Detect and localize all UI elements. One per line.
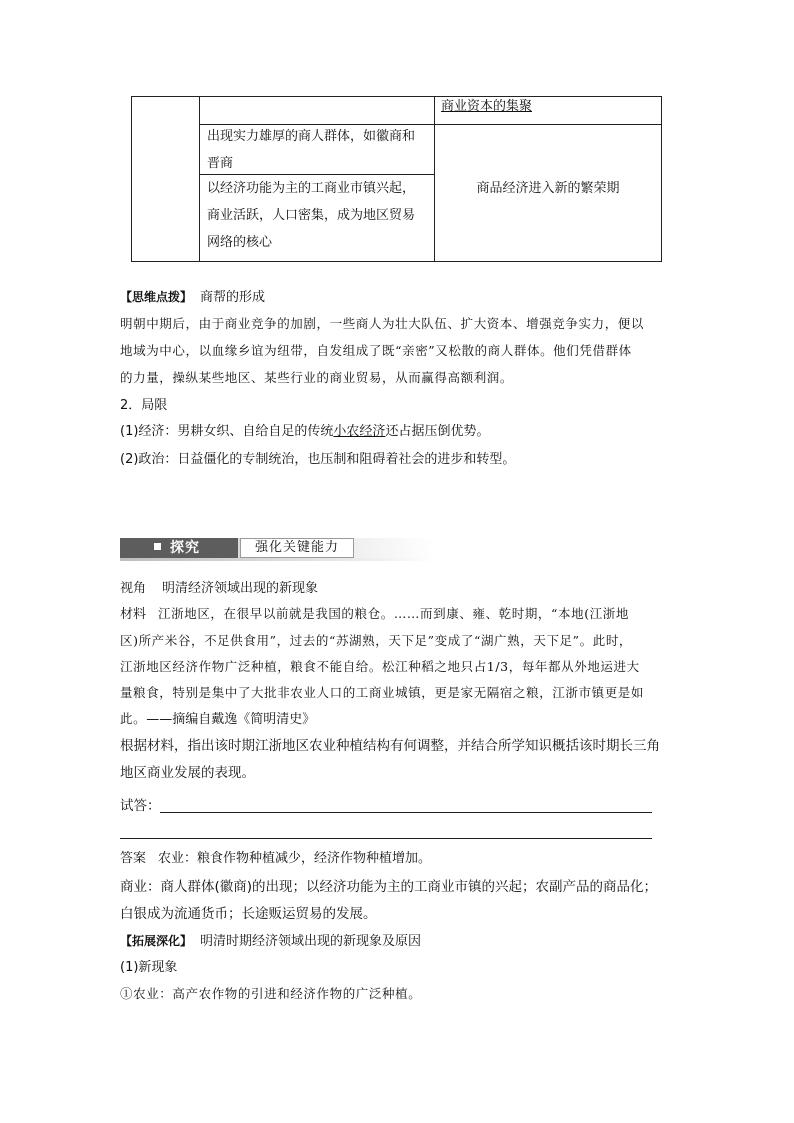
question-line-1: 根据材料，指出该时期江浙地区农业种植结构有何调整，并结合所学知识概括该时期长三角 [120, 738, 660, 754]
answer-line-2: 商业：商人群体(徽商)的出现；以经济功能为主的工商业市镇的兴起；农副产品的商品化； [120, 879, 658, 895]
table-border-right [661, 96, 662, 261]
capital-text: 商业资本的集聚 [441, 99, 533, 114]
section-banner [120, 536, 436, 560]
answer-line-3: 白银成为流通货币；长途贩运贸易的发展。 [120, 906, 377, 922]
table-border-left [131, 96, 132, 261]
answer-blank-line-2[interactable] [120, 838, 652, 839]
econ-suffix: 还占据压倒优势。 [385, 424, 490, 439]
thinking-line-3: 的力量，操纵某些地区、某些行业的商业贸易，从而赢得高额利润。 [120, 370, 514, 385]
extension-heading [120, 930, 421, 953]
extension-item-1: ①农业：高产农作物的引进和经济作物的广泛种植。 [120, 986, 422, 1001]
material-line-3: 江浙地区经济作物广泛种植，粮食不能自给。松江种稻之地只占1/3，每年都从外地运进大 [120, 659, 640, 674]
table-cell-towns [207, 175, 432, 256]
table-border-bottom [131, 261, 662, 262]
material-line-1 [120, 603, 629, 626]
limits-heading: 2．局限 [120, 398, 168, 413]
thinking-label: 【思维点拨】 [120, 290, 193, 304]
material-text-1: 江浙地区，在很早以前就是我国的粮仓。……而到康、雍、乾时期，“本地(江浙地 [158, 606, 629, 621]
table-cell-capital [441, 96, 656, 124]
prosperity-text: 商品经济进入新的繁荣期 [476, 181, 620, 196]
thinking-line-1: 明朝中期后，由于商业竞争的加剧，一些商人为壮大队伍、扩大资本、增强竞争实力，便以 [120, 316, 645, 331]
limits-politics: (2)政治：日益僵化的专制统治，也压制和阻碍着社会的进步和转型。 [120, 452, 516, 467]
extension-sub-1: (1)新现象 [120, 960, 178, 975]
extension-label: 【拓展深化】 [120, 934, 193, 948]
table-cell-merchants [207, 123, 432, 177]
econ-underlined: 小农经济 [333, 424, 386, 439]
extension-title: 明清时期经济领域出现的新现象及原因 [200, 934, 422, 949]
view-heading [120, 578, 318, 600]
material-line-5 [120, 708, 315, 731]
banner-tag: 强化关键能力 [240, 538, 354, 558]
question-line-2: 地区商业发展的表现。 [120, 765, 255, 781]
material-line-4: 量粮食，特别是集中了大批非农业人口的工商业城镇，更是家无隔宿之粮，江浙市镇更是如 [120, 685, 645, 700]
limits-economy [120, 421, 489, 443]
answer-blank-line-1[interactable] [160, 812, 652, 813]
answer-line-1 [120, 848, 431, 870]
banner-shadow [120, 558, 436, 561]
material-line-2: 区)所产米谷，不足供食用”，过去的“苏湖熟，天下足”变成了“湖广熟，天下足”。此时， [120, 633, 633, 648]
square-bullet-icon [154, 543, 161, 550]
merchants-line-2: 晋商 [207, 156, 234, 171]
thinking-title: 商帮的形成 [200, 290, 266, 305]
table-cell-prosperity [435, 175, 661, 202]
material-label: 材料 [120, 607, 147, 622]
material-last: 此。 [120, 711, 147, 726]
table-divider-col1 [199, 96, 200, 261]
banner-title: 探究 [170, 540, 200, 556]
econ-prefix: (1)经济：男耕女织、自给自足的传统 [120, 424, 334, 439]
thinking-heading [120, 286, 265, 309]
attempt-label: 试答： [120, 798, 161, 814]
view-title: 明清经济领域出现的新现象 [162, 581, 319, 596]
view-label: 视角 [120, 581, 147, 596]
towns-line-3: 网络的核心 [207, 235, 273, 250]
answer-label: 答案 [120, 851, 147, 866]
towns-line-1: 以经济功能为主的工商业市镇兴起， [207, 181, 416, 196]
answer-text-1: 农业：粮食作物种植减少，经济作物种植增加。 [158, 851, 432, 866]
thinking-line-2: 地域为中心，以血缘乡谊为纽带，自发组成了既“亲密”又松散的商人群体。他们凭借群体 [120, 343, 632, 358]
towns-line-2: 商业活跃，人口密集，成为地区贸易 [207, 208, 416, 223]
merchants-line-1: 出现实力雄厚的商人群体，如徽商和 [207, 129, 416, 144]
material-source: ——摘编自戴逸《简明清史》 [146, 712, 316, 727]
